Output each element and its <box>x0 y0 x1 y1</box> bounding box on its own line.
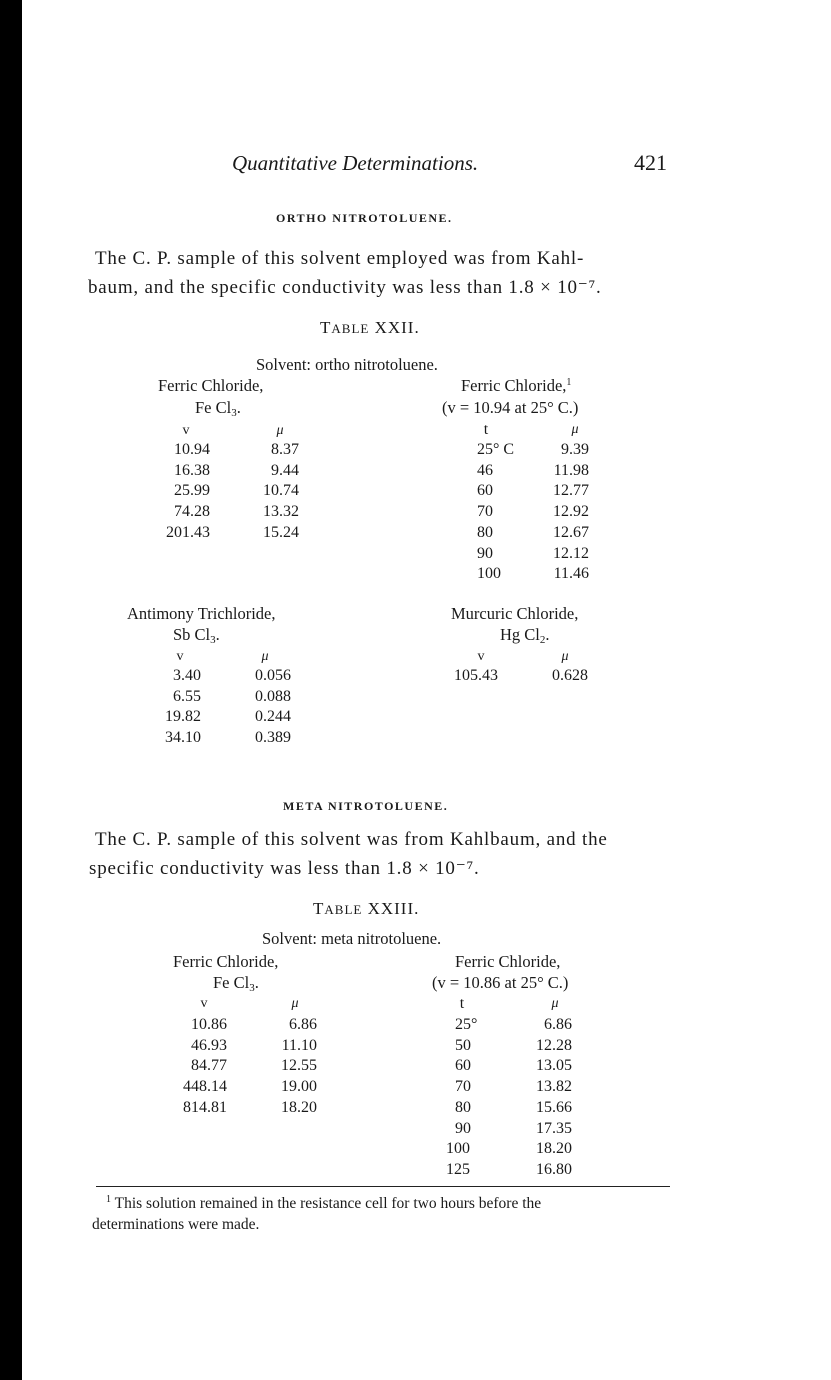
column-header-t: t <box>483 421 489 438</box>
table-cell: 6.55 <box>173 687 201 705</box>
mercuric-formula: Hg $Cl_2$. <box>500 625 550 646</box>
table-cell: 50 <box>455 1036 471 1054</box>
running-title: Quantitative Determinations. <box>232 151 479 175</box>
table-title-xxii: TABLE XXII. <box>320 318 420 337</box>
ferric-chloride-heading: Ferric Chloride, <box>158 376 264 395</box>
ferric-v-column <box>140 440 210 544</box>
table-cell: 90 <box>455 1119 471 1137</box>
ferric-chloride-temp-heading: Ferric Chloride, <box>455 952 561 971</box>
ferric-chloride-heading: Ferric Chloride, <box>173 952 279 971</box>
table-cell: 19.82 <box>165 708 201 726</box>
table-cell: 3.40 <box>173 667 201 684</box>
table-cell: 17.35 <box>536 1119 572 1137</box>
ferric-mu-column <box>240 440 299 544</box>
table-cell: 8.37 <box>271 441 299 458</box>
table-cell: 70 <box>477 503 493 521</box>
column-header-mu: μ <box>551 996 559 1011</box>
table-cell: 80 <box>477 523 493 541</box>
table-cell: 11.46 <box>553 565 589 583</box>
column-header-mu: μ <box>261 649 269 664</box>
scan-edge <box>0 0 22 1380</box>
table-cell: 9.44 <box>271 461 299 479</box>
table-cell: 0.389 <box>255 729 291 747</box>
table-cell: 10.86 <box>191 1016 227 1033</box>
column-header-mu: μ <box>291 996 299 1011</box>
page-number: 421 <box>634 150 667 175</box>
ferric-chloride-formula: Fe $Cl_3$. <box>213 973 259 994</box>
table-cell: 84.77 <box>191 1057 227 1075</box>
table-cell: 10.94 <box>174 441 210 458</box>
table-cell: 6.86 <box>544 1016 572 1033</box>
column-header-t: t <box>459 995 465 1012</box>
ferric-mu-column <box>260 1015 317 1119</box>
antimony-mu-column <box>230 666 291 749</box>
ferric-chloride-formula: Fe $Cl_3$. <box>195 398 241 419</box>
paragraph-ortho-line2: baum, and the specific conductivity was less than 1.8 × 10⁻⁷. <box>88 277 602 298</box>
table-cell: 25.99 <box>174 482 210 500</box>
table-cell: 19.00 <box>281 1078 317 1096</box>
table-cell: 6.86 <box>289 1016 317 1033</box>
table-cell: 13.05 <box>536 1057 572 1075</box>
table-cell: 46.93 <box>191 1036 227 1054</box>
table-cell: 25° C <box>477 441 515 458</box>
table-cell: 15.66 <box>536 1098 572 1116</box>
column-header-mu: μ <box>571 422 579 437</box>
column-header-mu: μ <box>561 649 569 664</box>
table-cell: 12.67 <box>553 523 589 541</box>
antimony-heading: Antimony Trichloride, <box>127 604 276 623</box>
section-heading-meta: META NITROTOLUENE. <box>283 799 449 813</box>
section-heading-ortho: ORTHO NITROTOLUENE. <box>276 211 453 225</box>
antimony-v-column <box>140 666 201 749</box>
paragraph-ortho-line1: The C. P. sample of this solvent employed was from Kahl- <box>95 248 585 269</box>
table-cell: 100 <box>477 565 501 583</box>
table-cell: 448.14 <box>183 1078 227 1096</box>
table-cell: 12.92 <box>553 503 589 521</box>
table-cell: 0.088 <box>255 687 291 705</box>
table-cell: 90 <box>477 544 493 562</box>
ferric-chloride-temp-condition: (v = 10.94 at 25° C.) <box>442 398 579 417</box>
mercuric-mu-column <box>530 666 588 687</box>
table-cell: 105.43 <box>454 667 498 684</box>
table-cell: 74.28 <box>174 503 210 521</box>
table-cell: 34.10 <box>165 729 201 747</box>
ferric-t-column <box>477 440 537 585</box>
table-cell: 9.39 <box>561 441 589 458</box>
table-cell: 60 <box>455 1057 471 1075</box>
table-title-xxiii: TABLE XXIII. <box>313 899 420 918</box>
table-cell: 13.82 <box>536 1078 572 1096</box>
ferric-t-mu-column <box>512 1015 572 1181</box>
column-header-v: v <box>182 423 190 438</box>
mercuric-heading: Murcuric Chloride, <box>451 604 579 623</box>
ferric-v-column <box>160 1015 227 1119</box>
table-cell: 0.056 <box>255 667 291 684</box>
table-cell: 25° <box>455 1016 478 1033</box>
ferric-chloride-temp-condition: (v = 10.86 at 25° C.) <box>432 973 569 992</box>
table-cell: 15.24 <box>263 523 299 541</box>
table-cell: 70 <box>455 1078 471 1096</box>
table-cell: 0.628 <box>552 667 588 684</box>
column-header-v: v <box>176 649 184 664</box>
ferric-chloride-temp-heading: Ferric Chloride,$^1$ <box>461 376 572 395</box>
table-cell: 11.98 <box>553 461 589 479</box>
footnote-line2: determinations were made. <box>92 1216 260 1233</box>
footnote-line1: $^1$ This solution remained in the resistance cell for two hours before the <box>106 1194 542 1212</box>
footnote-divider <box>96 1186 670 1187</box>
table-cell: 814.81 <box>183 1098 227 1116</box>
table-cell: 100 <box>446 1140 470 1158</box>
table-cell: 12.77 <box>553 482 589 500</box>
paragraph-meta-line1: The C. P. sample of this solvent was from Kahlbaum, and the <box>95 829 608 850</box>
table-cell: 10.74 <box>263 482 299 500</box>
column-header-v: v <box>477 649 485 664</box>
table-cell: 12.12 <box>553 544 589 562</box>
table-cell: 11.10 <box>281 1036 317 1054</box>
table-cell: 12.28 <box>536 1036 572 1054</box>
paragraph-meta-line2: specific conductivity was less than 1.8 × 10⁻⁷. <box>89 858 480 879</box>
antimony-formula: Sb $Cl_3$. <box>173 625 220 646</box>
solvent-label-ortho: Solvent: ortho nitrotoluene. <box>256 355 438 374</box>
table-cell: 13.32 <box>263 503 299 521</box>
table-cell: 125 <box>446 1160 470 1178</box>
table-cell: 201.43 <box>166 523 210 541</box>
table-cell: 60 <box>477 482 493 500</box>
table-cell: 16.80 <box>536 1160 572 1178</box>
table-cell: 12.55 <box>281 1057 317 1075</box>
mercuric-v-column <box>440 666 498 687</box>
column-header-mu: μ <box>276 423 284 438</box>
table-cell: 0.244 <box>255 708 291 726</box>
ferric-t-column <box>446 1015 496 1181</box>
table-cell: 18.20 <box>281 1098 317 1116</box>
table-cell: 80 <box>455 1098 471 1116</box>
solvent-label-meta: Solvent: meta nitrotoluene. <box>262 929 442 948</box>
column-header-v: v <box>200 996 208 1011</box>
table-cell: 16.38 <box>174 461 210 479</box>
table-cell: 46 <box>477 461 493 479</box>
ferric-t-mu-column <box>530 440 589 585</box>
table-cell: 18.20 <box>536 1140 572 1158</box>
